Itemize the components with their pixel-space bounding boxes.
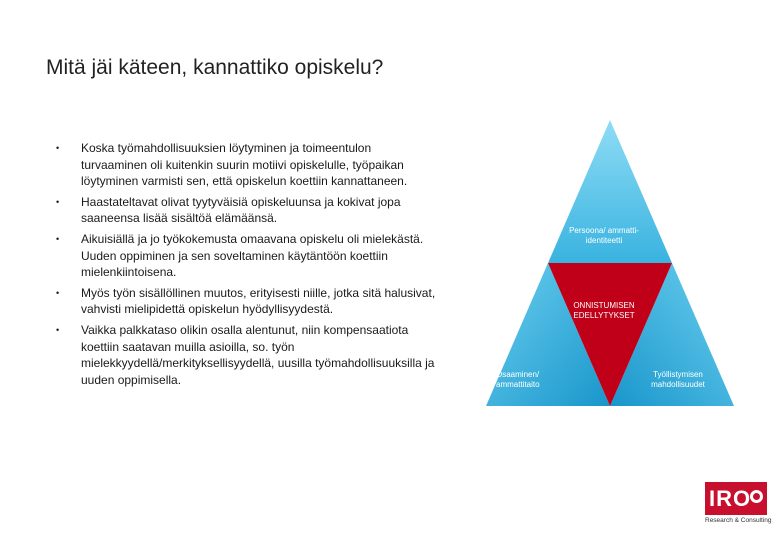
bullet-marker: • bbox=[56, 233, 60, 244]
triangle-diagram bbox=[480, 120, 740, 420]
bullet-marker: • bbox=[56, 324, 60, 335]
bullet-list bbox=[56, 140, 436, 388]
bullet-marker: • bbox=[56, 287, 60, 298]
logo-ring-icon bbox=[750, 490, 763, 503]
iro-logo bbox=[705, 482, 772, 530]
logo-box bbox=[705, 482, 767, 515]
logo-subtitle: Research & Consulting bbox=[705, 517, 772, 524]
label-employment-opportunities: Työllistymisen mahdollisuudet bbox=[651, 370, 705, 389]
bullet-marker: • bbox=[56, 143, 60, 153]
label-success-conditions: ONNISTUMISEN EDELLYTYKSET bbox=[573, 301, 635, 320]
bullet-text: Koska työmahdollisuuksien löytyminen ja toimeentulon turvaaminen oli kuitenkin suurin motiivi opiskelulle, työpaikan löytyminen varmisti sen, että opiskelun koettiin kannattaneen. bbox=[81, 141, 408, 189]
page-title: Mitä jäi käteen, kannattiko opiskelu? bbox=[46, 56, 384, 79]
list-item bbox=[56, 194, 436, 227]
bullet-text: Aikuisiällä ja jo työkokemusta omaavana opiskelu oli mielekästä. Uuden oppiminen ja sen soveltaminen käytäntöön koettiin mielenkiintoisena. bbox=[81, 231, 424, 280]
list-item bbox=[56, 140, 436, 190]
list-item bbox=[56, 285, 436, 318]
list-item bbox=[56, 322, 436, 388]
bullet-text: Vaikka palkkataso olikin osalla alentunut, niin kompensaatiota koettiin saatavan muilla asioilla, so. työn mielekkyydellä/merkityksellisyydellä, uusilla työmahdollisuuksilla ja uuden oppimisella. bbox=[81, 322, 435, 387]
list-item bbox=[56, 231, 436, 281]
bullet-text: Myös työn sisällöllinen muutos, erityisesti niille, jotka sitä halusivat, vahvisti mielipidettä opiskelun hyödyllisyydestä. bbox=[81, 285, 436, 317]
logo-text: IRO bbox=[709, 486, 752, 511]
label-competence: Osaaminen/ ammattitaito bbox=[496, 370, 540, 389]
label-persona-identity: Persoona/ ammatti-identiteetti bbox=[569, 226, 639, 245]
bullet-text: Haastateltavat olivat tyytyväisiä opiskeluunsa ja kokivat jopa saaneensa lisää sisältöä elämäänsä. bbox=[81, 194, 401, 226]
bullet-marker: • bbox=[56, 196, 60, 207]
